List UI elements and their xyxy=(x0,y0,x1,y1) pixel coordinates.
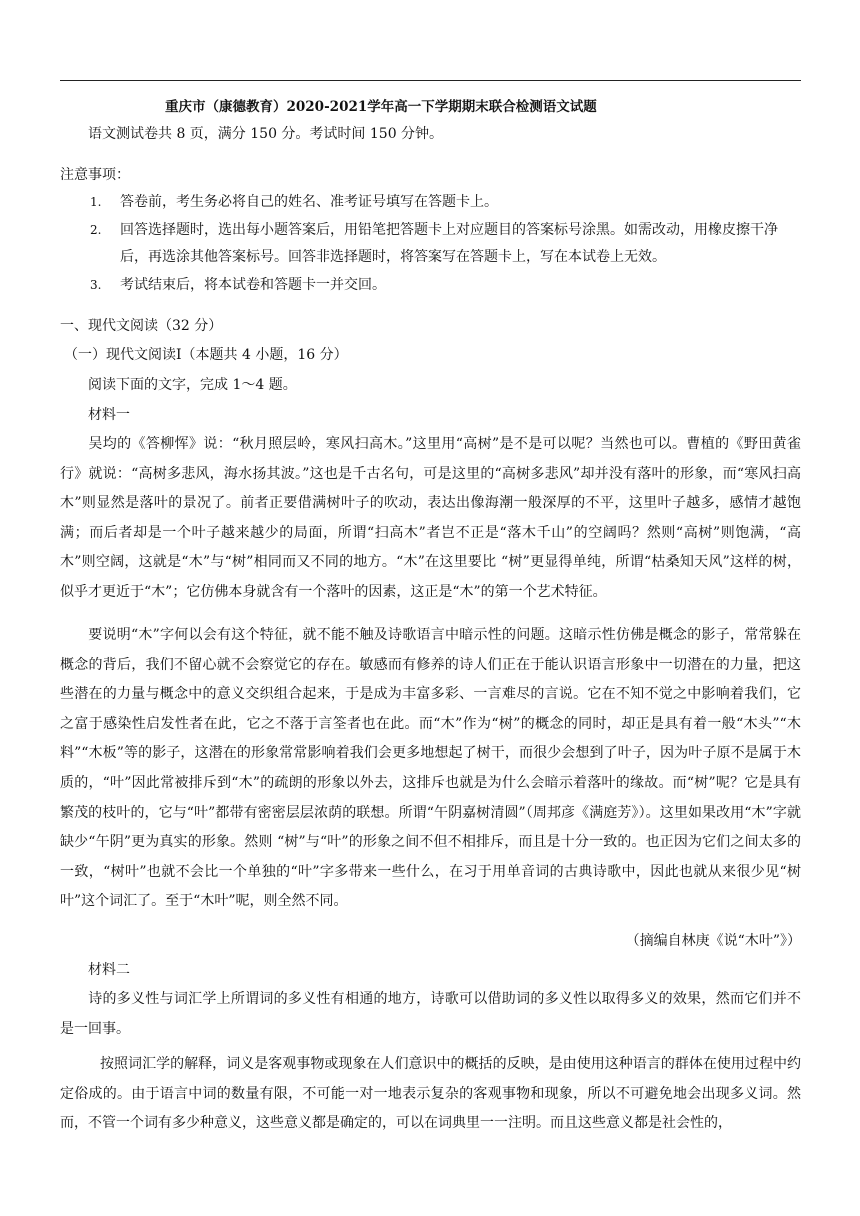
paragraph-text: 诗的多义性与词汇学上所谓词的多义性有相通的地方，诗歌可以借助词的多义性以取得多义的效果，然而它们并不是一回事。 xyxy=(60,991,801,1037)
notice-item-num: 1. xyxy=(90,195,102,209)
material-2-label: 材料二 xyxy=(88,962,130,978)
notice-heading: 注意事项： xyxy=(60,167,130,183)
exam-title: 重庆市（康德教育）2020-2021学年高一下学期期末联合检测语文试题 xyxy=(165,99,597,115)
notice-item-num: 2. xyxy=(90,223,102,237)
subsection-heading: （一）现代文阅读Ⅰ（本题共 4 小题，16 分） xyxy=(64,347,348,363)
material-1-paragraph-2 xyxy=(60,621,801,917)
material-1-label: 材料一 xyxy=(88,407,130,423)
notice-item-3 xyxy=(90,275,386,295)
notice-item-text: 答卷前，考生务必将自己的姓名、准考证号填写在答题卡上。 xyxy=(120,194,498,210)
paragraph-text: 吴均的《答柳恽》说：“秋月照层岭，寒风扫高木。”这里用“高树”是不是可以呢？当然也可以。曹植的《野田黄雀行》就说：“高树多悲风，海水扬其波。”这也是千古名句，可是这里的“高树多悲风”却并没有落叶的形象，而“寒风扫高木”则显然是落叶的景况了。前者正要借满树叶子的吹动，表达出像海潮一般深厚的不平，这里叶子越多，感情才越饱满；而后者却是一个叶子越来越少的局面，所谓“扫高木”者岂不正是“落木千山”的空阔吗？然则“高树”则饱满，“高木”则空阔，这就是“木”与“树”相同而又不同的地方。“木”在这里要比 “树”更显得单纯，所谓“枯桑知天风”这样的树，似乎才更近于“木”；它仿佛本身就含有一个落叶的因素，这正是“木”的第一个艺术特征。 xyxy=(60,436,801,600)
material-2-paragraph-2 xyxy=(60,1050,801,1139)
material-1-paragraph-1 xyxy=(60,430,801,608)
notice-item-text: 考试结束后，将本试卷和答题卡一并交回。 xyxy=(120,277,386,293)
intro-line: 语文测试卷共 8 页，满分 150 分。考试时间 150 分钟。 xyxy=(88,126,444,142)
material-2-paragraph-1 xyxy=(60,985,801,1044)
notice-item-2-cont: 后，再选涂其他答案标号。回答非选择题时，将答案写在答题卡上，写在本试卷上无效。 xyxy=(120,249,666,265)
paragraph-text: 按照词汇学的解释，词义是客观事物或现象在人们意识中的概括的反映，是由使用这种语言的群体在使用过程中约定俗成的。由于语言中词的数量有限，不可能一对一地表示复杂的客观事物和现象，所以不可避免地会出现多义词。然而，不管一个词有多少种意义，这些意义都是确定的，可以在词典里一一注明。而且这些意义都是社会性的， xyxy=(60,1056,801,1132)
material-1-source: （摘编自林庚《说“木叶”》） xyxy=(625,933,801,949)
notice-item-text: 回答选择题时，选出每小题答案后，用铅笔把答题卡上对应题目的答案标号涂黑。如需改动，用橡皮擦干净 xyxy=(120,222,778,238)
header-rule xyxy=(60,80,801,81)
paragraph-text: 要说明“木”字何以会有这个特征，就不能不触及诗歌语言中暗示性的问题。这暗示性仿佛是概念的影子，常常躲在概念的背后，我们不留心就不会察觉它的存在。敏感而有修养的诗人们正在于能认识语言形象中一切潜在的力量，把这些潜在的力量与概念中的意义交织组合起来，于是成为丰富多彩、一言难尽的言说。它在不知不觉之中影响着我们，它之富于感染性启发性者在此，它之不落于言筌者也在此。而“木”作为“树”的概念的同时，却正是具有着一般“木头”“木料”“木板”等的影子，这潜在的形象常常影响着我们会更多地想起了树干，而很少会想到了叶子，因为叶子原不是属于木质的，“叶”因此常被排斥到“木”的疏朗的形象以外去，这排斥也就是为什么会暗示着落叶的缘故。而“树”呢？它是具有繁茂的枝叶的，它与“叶”都带有密密层层浓荫的联想。所谓“午阴嘉树清圆”（周邦彦《满庭芳》）。这里如果改用“木”字就缺少“午阴”更为真实的形象。然则 “树”与“叶”的形象之间不但不相排斥，而且是十分一致的。也正因为它们之间太多的一致，“树叶”也就不会比一个单独的“叶”字多带来一些什么，在习于用单音词的古典诗歌中，因此也就从来很少见“树叶”这个词汇了。至于“木叶”呢，则全然不同。 xyxy=(60,627,801,910)
instruction-line: 阅读下面的文字，完成 1～4 题。 xyxy=(88,377,297,393)
section-heading: 一、现代文阅读（32 分） xyxy=(60,318,223,334)
notice-item-1 xyxy=(90,192,498,212)
notice-item-num: 3. xyxy=(90,278,102,292)
notice-item-2 xyxy=(90,220,778,240)
